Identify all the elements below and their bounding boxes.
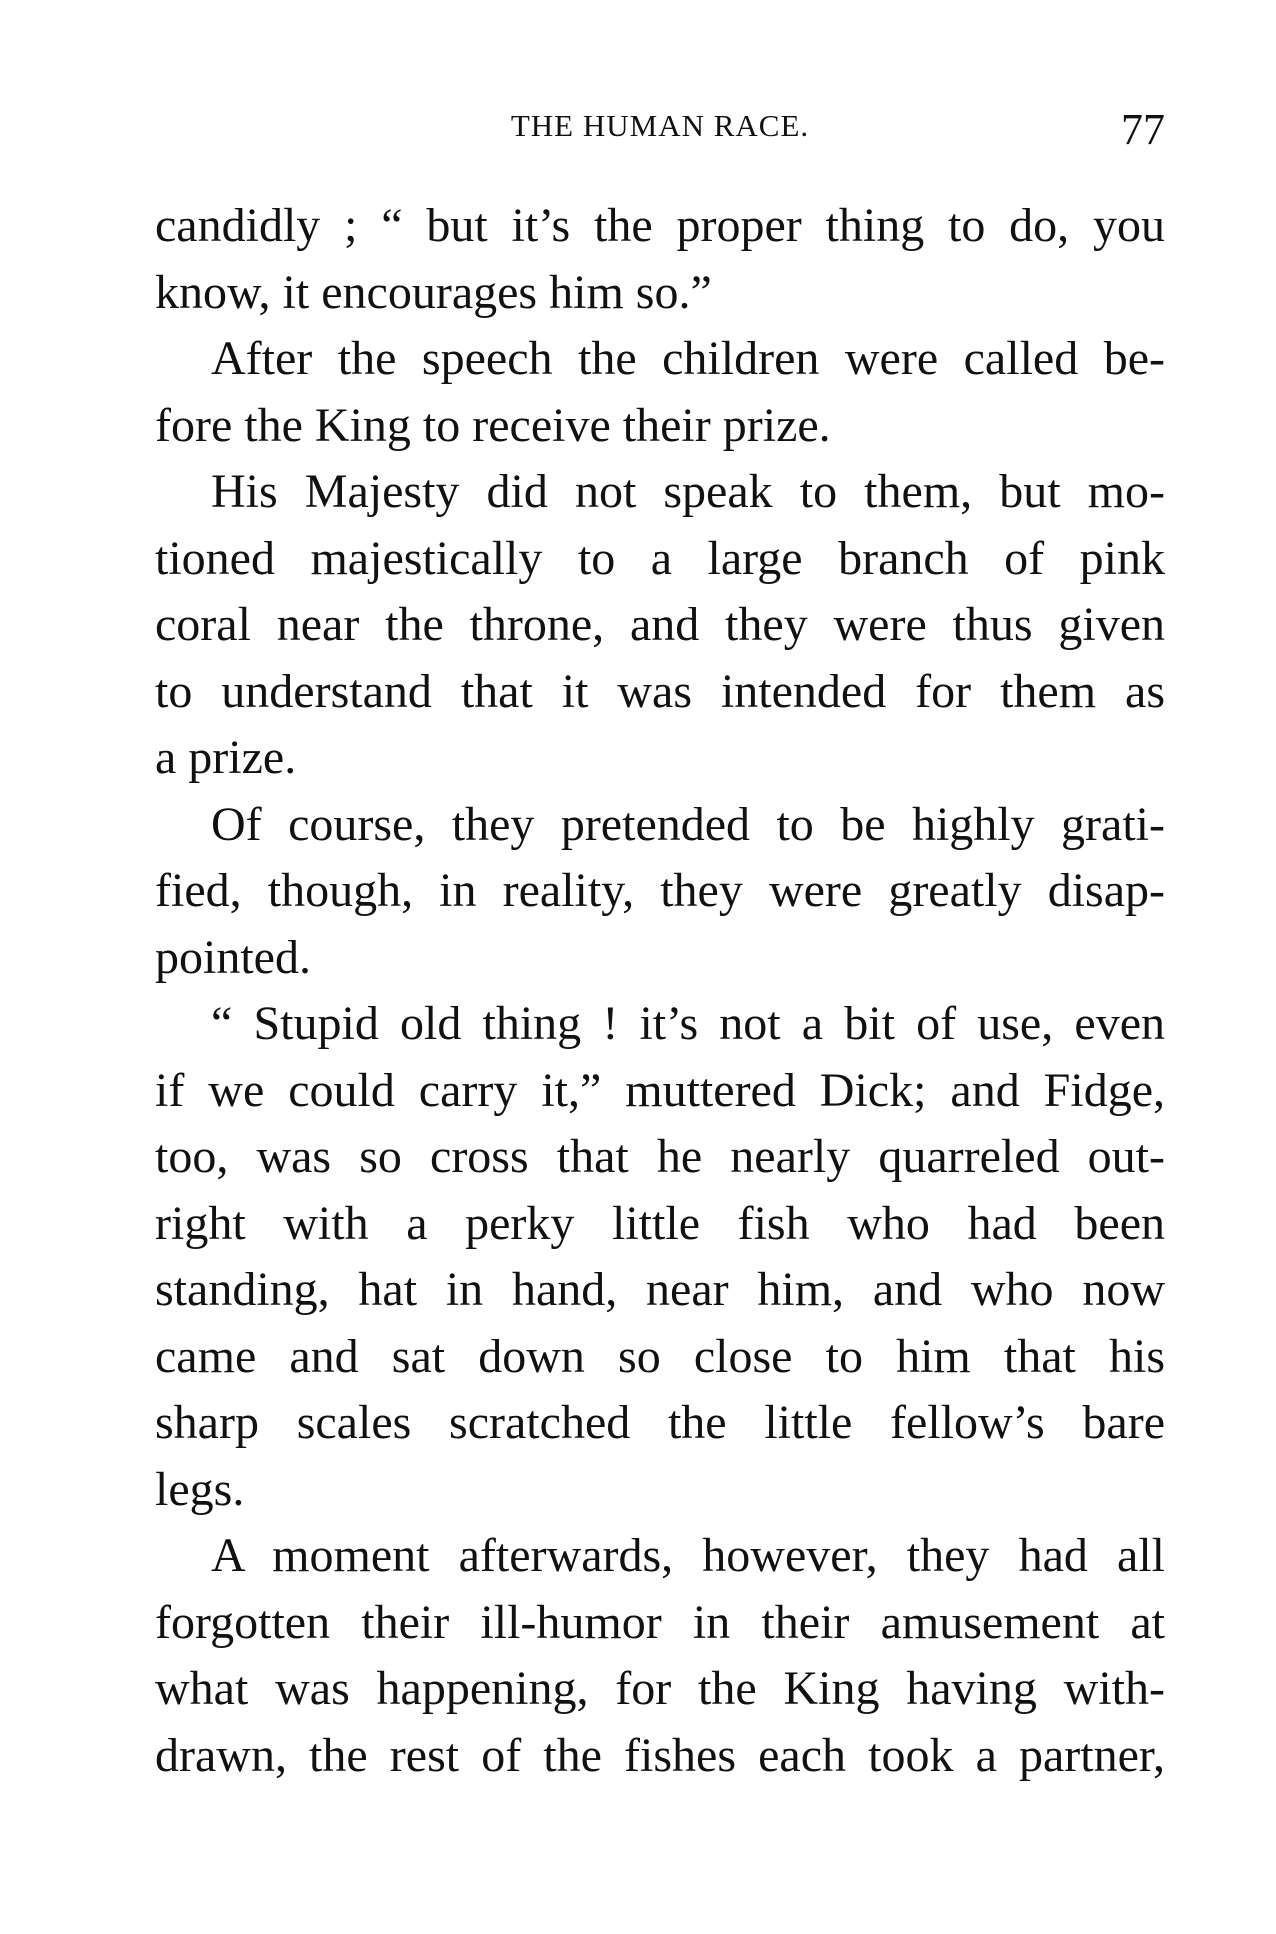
text-line: “ Stupid old thing ! it’s not a bit of use, even — [211, 997, 1165, 1050]
text-line: what was happening, for the King having with- — [155, 1662, 1165, 1715]
page-number: 77 — [1121, 105, 1165, 154]
text-line: fore the King to receive their prize. — [155, 398, 831, 452]
text-line: to understand that it was intended for them as — [155, 664, 1165, 718]
text-line: candidly ; “ but it’s the proper thing to do, you — [155, 199, 1165, 252]
text-line: standing, hat in hand, near him, and who now — [155, 1263, 1165, 1316]
text-line: drawn, the rest of the fishes each took a partner, — [155, 1728, 1165, 1782]
text-line: A moment afterwards, however, they had all — [211, 1529, 1165, 1582]
text-line: right with a perky little fish who had been — [155, 1196, 1165, 1250]
text-line: legs. — [155, 1462, 245, 1516]
text-line: a prize. — [155, 731, 297, 784]
text-line: sharp scales scratched the little fellow’s bare — [155, 1396, 1165, 1449]
text-line: pointed. — [155, 930, 311, 984]
running-head — [155, 104, 1165, 154]
text-line: tioned majestically to a large branch of pink — [155, 531, 1165, 585]
running-title: THE HUMAN RACE. — [510, 108, 810, 143]
text-line: coral near the throne, and they were thus given — [155, 598, 1165, 651]
text-line: forgotten their ill-humor in their amusement at — [155, 1595, 1165, 1649]
text-line: fied, though, in reality, they were greatly disap- — [155, 864, 1165, 917]
text-line: His Majesty did not speak to them, but mo- — [211, 465, 1165, 518]
text-line: if we could carry it,” muttered Dick; and Fidge, — [155, 1063, 1165, 1117]
text-line: Of course, they pretended to be highly grati- — [211, 797, 1165, 851]
text-line: know, it encourages him so.” — [155, 265, 712, 319]
body-text — [155, 193, 1165, 1789]
text-line: too, was so cross that he nearly quarreled out- — [155, 1130, 1165, 1183]
text-line: came and sat down so close to him that his — [155, 1329, 1165, 1383]
text-line: After the speech the children were called be- — [211, 332, 1165, 385]
